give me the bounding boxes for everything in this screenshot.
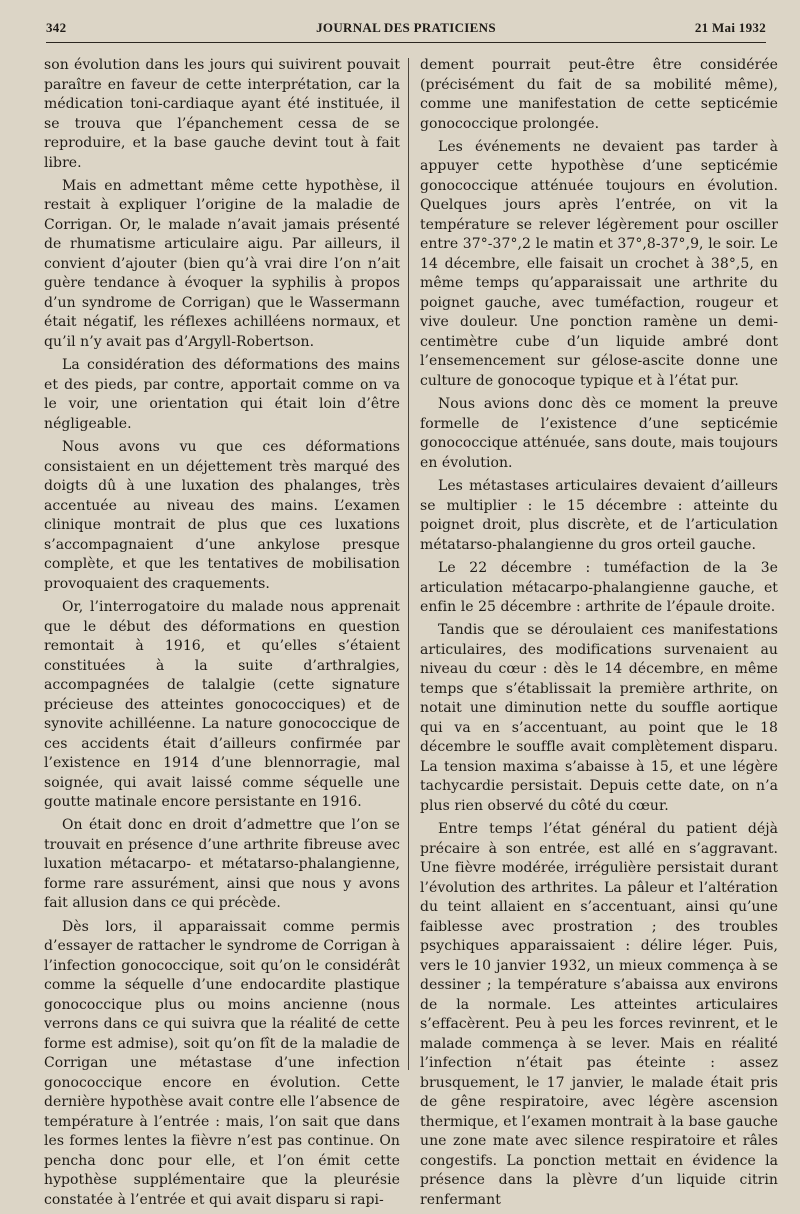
paragraph: Dès lors, il apparaissait comme permis d’essayer de rattacher le syndrome de Corrigan à l’infection gonococcique, soit qu’on le considérât comme la séquelle d’une endocardite plastique gonococcique plus ou moins ancienne (nous verrons dans ce qui suivra que la réalité de cette forme est admise), soit qu’on fît de la maladie de Corrigan une métastase d’une infection gonococcique encore en évolution. Cette dernière hypothèse avait contre elle l’absence de température à l’entrée : mais, l’on sait que dans les formes lentes la fièvre n’est pas continue. On pencha donc pour elle, et l’on émit cette hypothèse supplémentaire que la pleurésie constatée à l’entrée et qui avait disparu si rapi-: [44, 918, 401, 1208]
paragraph: Mais en admettant même cette hypothèse, il restait à expliquer l’origine de la maladie de Corrigan. Or, le malade n’avait jamais présenté de rhumatisme articulaire aigu. Par ailleurs, il convient d’ajouter (bien qu’à vrai dire l’on n’ait guère tendance à évoquer la syphilis à propos d’un syndrome de Corrigan) que le Wassermann était négatif, les réflexes achilléens normaux, et qu’il n’y avait pas d’Argyll-Robertson.: [44, 177, 400, 350]
paragraph: son évolution dans les jours qui suivirent pouvait paraître en faveur de cette interprétation, car la médication toni-cardiaque ayant été instituée, il se trouva que l’épanchement cessa de se reproduire, et la base gauche devint tout à fait libre.: [44, 57, 400, 171]
page-header: [46, 20, 766, 40]
paragraph: Tandis que se déroulaient ces manifestations articulaires, des modifications survenaient au niveau du cœur : dès le 14 décembre, en même temps que s’établissait la première arthrite, on notait une diminution nette du souffle aortique qui va en s’accentuant, au point que le 18 décembre le souffle avait complètement disparu. La tension maxima s’abaisse à 15, et une légère tachycardie persistait. Depuis cette date, on n’a plus rien observé du côté du cœur.: [420, 622, 778, 814]
header-rule: [46, 42, 766, 43]
paragraph: On était donc en droit d’admettre que l’on se trouvait en présence d’une arthrite fibreuse avec luxation métacarpo- et métatarso-phalangienne, forme rare assurément, ainsi que nous y avons fait allusion dans ce qui précède.: [44, 817, 400, 912]
paragraph: Or, l’interrogatoire du malade nous apprenait que le début des déformations en question remontait à 1916, et qu’elles s’étaient constituées à la suite d’arthralgies, accompagnées de talalgie (cette signature précieuse des atteintes gonococciques) et de synovite achilléenne. La nature gonococcique de ces accidents était d’ailleurs confirmée par l’existence en 1914 d’une blennorragie, mal soignée, qui avait laissé comme séquelle une goutte matinale encore persistante en 1916.: [44, 599, 400, 811]
paragraph: Entre temps l’état général du patient déjà précaire à son entrée, est allé en s’aggravant. Une fièvre modérée, irrégulière persistait durant l’évolution des arthrites. La pâleur et l’altération du teint allaient en s’accentuant, ainsi qu’une faiblesse avec prostration ; des troubles psychiques apparaissaient : délire léger. Puis, vers le 10 janvier 1932, un mieux commença à se dessiner ; la température s’abaissa aux environs de la normale. Les atteintes articulaires s’effacèrent. Peu à peu les forces revinrent, et le malade commença à se lever. Mais en réalité l’infection n’était pas éteinte : assez brusquement, le 17 janvier, le malade était pris de gêne respiratoire, avec légère ascension thermique, et l’examen montrait à la base gauche une zone mate avec silence respiratoire et râles congestifs. La ponction mettait en évidence la présence dans la plèvre d’un liquide citrin renfermant: [420, 821, 778, 1208]
paragraph: Les événements ne devaient pas tarder à appuyer cette hypothèse d’une septicémie gonococcique atténuée toujours en évolution. Quelques jours après l’entrée, on vit la température se relever légèrement pour osciller entre 37°-37°,2 le matin et 37°,8-37°,9, le soir. Le 14 décembre, elle faisait un crochet à 38°,5, en même temps qu’apparaissait une arthrite du poignet gauche, avec tuméfaction, rougeur et vive douleur. Une ponction ramène un demi-centimètre cube d’un liquide ambré dont l’ensemencement sur gélose-ascite donne une culture de gonocoque typique et à l’état pur.: [420, 138, 778, 389]
page-number: 342: [46, 20, 67, 35]
journal-title: JOURNAL DES PRATICIENS: [316, 20, 496, 35]
paragraph: dement pourrait peut-être être considérée (précisément du fait de sa mobilité même), comme une manifestation de cette septicémie gonococcique prolongée.: [420, 57, 778, 132]
column-divider: [408, 58, 409, 1070]
issue-date: 21 Mai 1932: [694, 20, 766, 35]
paragraph: Nous avions donc dès ce moment la preuve formelle de l’existence d’une septicémie gonococcique atténuée, sans doute, mais toujours en évolution.: [420, 396, 778, 471]
paragraph: La considération des déformations des mains et des pieds, par contre, apportait comme on va le voir, une orientation qui était loin d’être négligeable.: [44, 357, 400, 432]
paragraph: Les métastases articulaires devaient d’ailleurs se multiplier : le 15 décembre : atteinte du poignet droit, plus discrète, et de l’articulation métatarso-phalangienne du gros orteil gauche.: [420, 478, 778, 553]
right-column: [420, 56, 778, 1214]
paragraph: Le 22 décembre : tuméfaction de la 3e articulation métacarpo-phalangienne gauche, et enfin le 25 décembre : arthrite de l’épaule droite.: [420, 560, 778, 616]
paragraph: Nous avons vu que ces déformations consistaient en un déjettement très marqué des doigts dû à une luxation des phalanges, très accentuée au niveau des mains. L’examen clinique montrait de plus que ces luxations s’accompagnaient d’une ankylose presque complète, et que les tentatives de mobilisation provoquaient des craquements.: [44, 439, 400, 592]
left-column: [44, 56, 400, 1214]
